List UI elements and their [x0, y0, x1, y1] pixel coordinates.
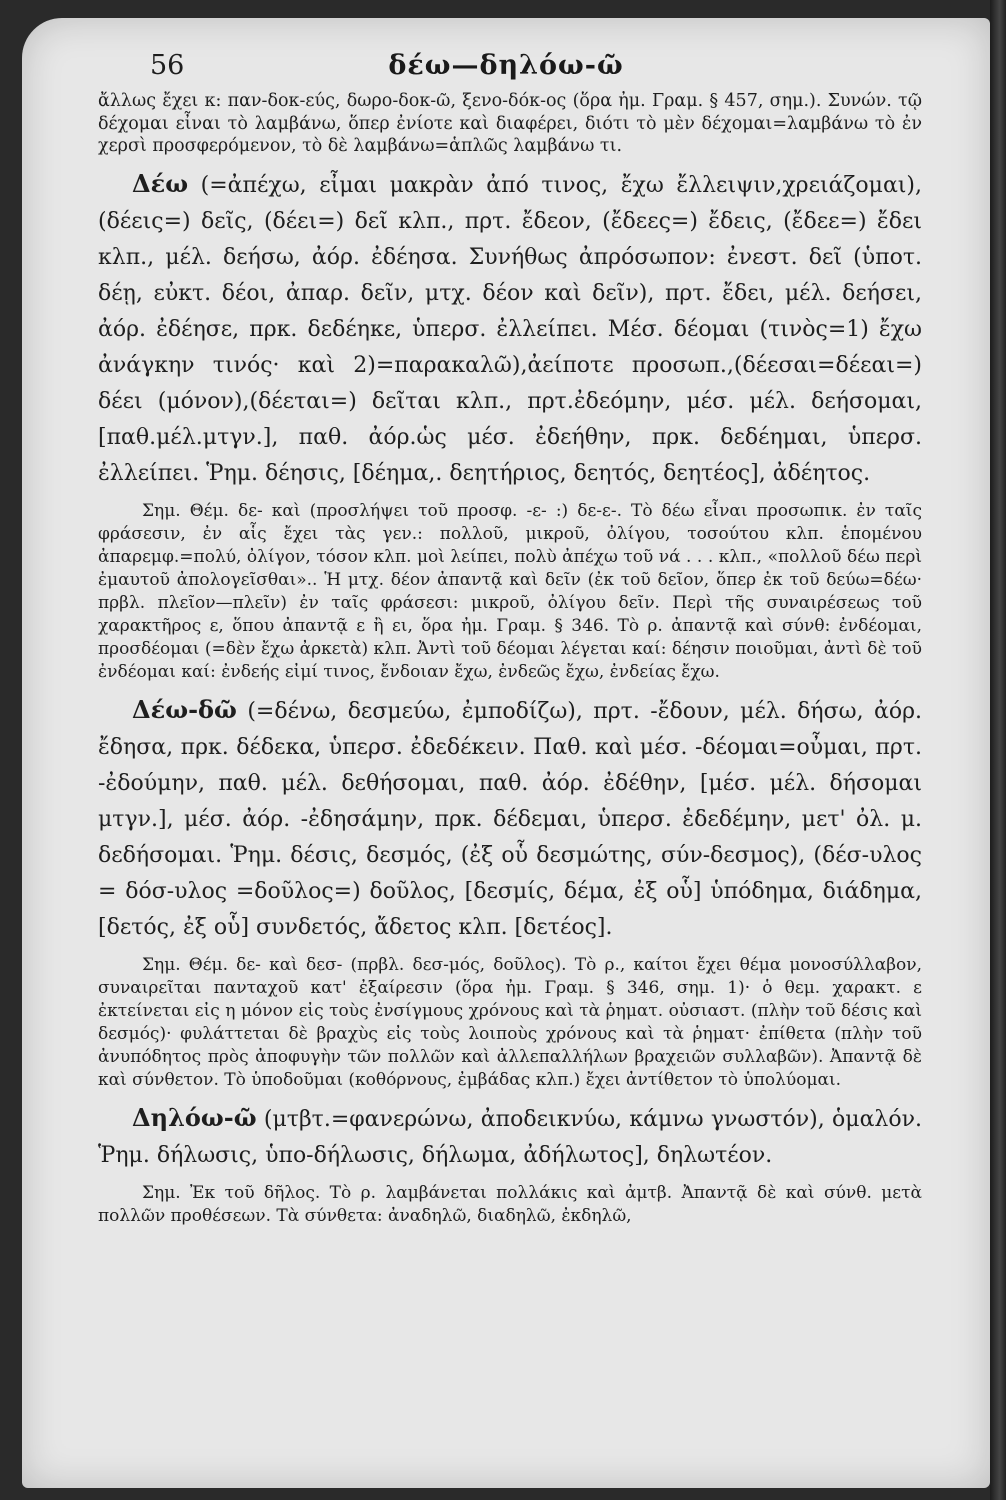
page-content [98, 90, 922, 1236]
page-number: 56 [150, 50, 185, 81]
intro-paragraph: ἄλλως ἔχει κ: παν-δοκ-εύς, δωρο-δοκ-ῶ, ξενο-δόκ-ος (ὅρα ἠμ. Γραμ. § 457, σημ.). Συνών. τῷ δέχομαι εἶναι τὸ λαμβάνω, ὅπερ ἐνίοτε καὶ διαφέρει, διότι τὸ μὲν δέχομαι=λαμβάνω τὸ ἐν χερσὶ προσφερόμενον, τὸ δὲ λαμβάνω=ἁπλῶς λαμβάνω τι. [98, 91, 922, 156]
entry-deo [98, 166, 922, 492]
headword: Δηλόω-ῶ [132, 1102, 257, 1132]
entry-body: (=δένω, δεσμεύω, ἐμποδίζω), πρτ. -ἔδουν, μέλ. δήσω, ἀόρ. ἔδησα, πρκ. δέδεκα, ὑπερσ. ἐδεδέκειν. Παθ. καὶ μέσ. -δέομαι=οὖμαι, πρτ. -ἐδούμην, παθ. μέλ. δεθήσομαι, παθ. ἀόρ. ἐδέθην, [μέσ. μέλ. δήσομαι μτγν.], μέσ. ἀόρ. -ἐδησάμην, πρκ. δέδεμαι, ὑπερσ. ἐδεδέμην, μετ' ὀλ. μ. δεδήσομαι. Ῥημ. δέσις, δεσμός, (ἐξ οὗ δεσμώτης, σύν-δεσμος), (δέσ-υλος = δόσ-υλος =δοῦλος=) δοῦλος, [δεσμίς, δέμα, ἐξ οὗ] ὑπόδημα, διάδημα, [δετός, ἐξ οὗ] συνδετός, ἄδετος κλπ. [δετέος]. [98, 698, 922, 940]
entry-body: (=ἀπέχω, εἶμαι μακρὰν ἀπό τινος, ἔχω ἔλλειψιν,χρειάζομαι), (δέεις=) δεῖς, (δέει=) δεῖ κλπ., πρτ. ἔδεον, (ἔδεες=) ἔδεις, (ἔδεε=) ἔδει κλπ., μέλ. δεήσω, ἀόρ. ἐδέησα. Συνήθως ἀπρόσωπον: ἐνεστ. δεῖ (ὑποτ. δέῃ, εὐκτ. δέοι, ἀπαρ. δεῖν, μτχ. δέον καὶ δεῖν), πρτ. ἔδει, μέλ. δεήσει, ἀόρ. ἐδέησε, πρκ. δεδέηκε, ὑπερσ. ἐλλείπει. Μέσ. δέομαι (τινὸς=1) ἔχω ἀνάγκην τινός· καὶ 2)=παρακαλῶ),ἀείποτε προσωπ.,(δέεσαι=δέεαι=) δέει (μόνον),(δέεται=) δεῖται κλπ., πρτ.ἐδεόμην, μέσ. μέλ. δεήσομαι, [παθ.μέλ.μτγν.], παθ. ἀόρ.ὡς μέσ. ἐδεήθην, πρκ. δεδέημαι, ὑπερσ. ἐλλείπει. Ῥημ. δέησις, [δέημα,. δεητήριος, δεητός, δεητέος], ἀδέητος. [98, 172, 923, 486]
entry-body: (μτβτ.=φανερώνω, ἀποδεικνύω, κάμνω γνωστόν), ὁμαλόν. Ῥημ. δήλωσις, ὑπο-δήλωσις, δήλωμα, ἀδήλωτος], δηλωτέον. [98, 1106, 922, 1168]
entry-note: Σημ. Θέμ. δε- καὶ (προσλήψει τοῦ προσφ. -ε- :) δε-ε-. Τὸ δέω εἶναι προσωπικ. ἐν ταῖς φράσεσιν, ἐν αἷς ἔχει τὰς γεν.: πολλοῦ, μικροῦ, ὀλίγου, τοσούτου κλπ. ἑπομένου ἀπαρεμφ.=πολύ, ὀλίγον, τόσον κλπ. μοὶ λείπει, πολὺ ἀπέχω τοῦ νά . . . κλπ., «πολλοῦ δέω περὶ ἐμαυτοῦ ἀπολογεῖσθαι».. Ἡ μτχ. δέον ἀπαντᾷ καὶ δεῖν (ἐκ τοῦ δεῖον, ὅπερ ἐκ τοῦ δεύω=δέω· πρβλ. πλεῖον—πλεῖν) ἐν ταῖς φράσεσι: μικροῦ, ὀλίγου δεῖν. Περὶ τῆς συναιρέσεως τοῦ χαρακτῆρος ε, ὅπου ἀπαντᾷ ε ἢ ει, ὅρα ἠμ. Γραμ. § 346. Τὸ ρ. ἀπαντᾷ καὶ σύνθ: ἐνδέομαι, προσδέομαι (=δὲν ἔχω ἀρκετὰ) κλπ. Ἀντὶ τοῦ δέομαι λέγεται καί: δέησιν ποιοῦμαι, ἀντὶ δὲ τοῦ ἐνδέομαι καί: ἐνδεής εἰμί τινος, ἔνδοιαν ἔχω, ἐνδεῶς ἔχω, ἐνδείας ἔχω. [98, 500, 922, 682]
entry-note: Σημ. Θέμ. δε- καὶ δεσ- (πρβλ. δεσ-μός, δοῦλος). Τὸ ρ., καίτοι ἔχει θέμα μονοσύλλαβον, συναιρεῖται πανταχοῦ κατ' ἐξαίρεσιν (ὅρα ἠμ. Γραμ. § 346, σημ. 1)· ὁ θεμ. χαρακτ. ε ἐκτείνεται εἰς η μόνον εἰς τοὺς ἐνσίγμους χρόνους καὶ τὰ ῥηματ. οὐσιαστ. (πλὴν τοῦ δέσις καὶ δεσμός)· φυλάττεται δὲ βραχὺς εἰς τοὺς λοιποὺς χρόνους καὶ τὰ ῥηματ· ἐπίθετα (πλὴν τοῦ ἀνυπόδητος πρὸς ἀποφυγὴν τῶν πολλῶν καὶ ἀλλεπαλλήλων βραχειῶν συλλαβῶν). Ἀπαντᾷ δὲ καὶ σύνθετον. Τὸ ὑποδοῦμαι (κοθόρνους, ἐμβάδας κλπ.) ἔχει ἀντίθετον τὸ ὑπολύομαι. [98, 954, 922, 1090]
running-head: δέω—δηλόω-ῶ [388, 50, 624, 81]
entry-deloo [98, 1100, 922, 1174]
page-header [22, 50, 990, 90]
book-binding-edge [990, 0, 1006, 1500]
headword: Δέω-δῶ [132, 694, 237, 724]
headword: Δέω [132, 168, 189, 198]
entry-note: Σημ. Ἐκ τοῦ δῆλος. Τὸ ρ. λαμβάνεται πολλάκις καὶ ἀμτβ. Ἀπαντᾷ δὲ καὶ σύνθ. μετὰ πολλῶν προθέσεων. Τὰ σύνθετα: ἀναδηλῶ, διαδηλῶ, ἐκδηλῶ, [98, 1182, 922, 1226]
entry-deo-do [98, 692, 922, 946]
